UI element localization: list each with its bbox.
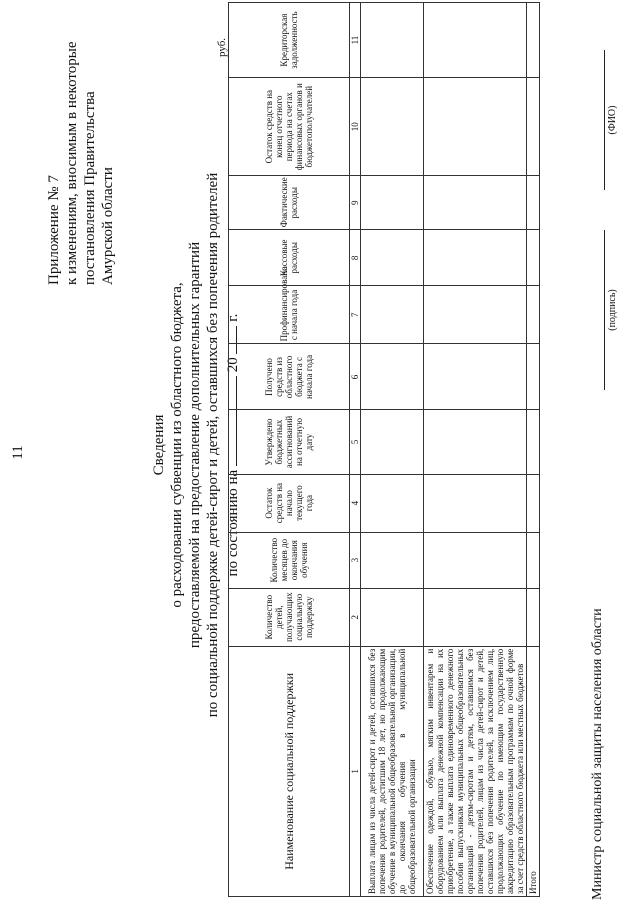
table-header-cell: Кассовые расходы (229, 230, 350, 286)
empty-cell (424, 588, 527, 646)
date-year-prefix: 20 (225, 357, 241, 373)
empty-cell (361, 176, 424, 230)
page-number: 11 (10, 445, 26, 460)
appendix-line: Приложение № 7 (46, 175, 62, 285)
table-row (424, 3, 527, 897)
column-number: 7 (350, 286, 361, 344)
empty-cell (527, 474, 540, 532)
empty-cell (424, 410, 527, 474)
date-prefix: по состоянию на (225, 469, 241, 577)
support-type-cell: Выплата лицам из числа детей-сирот и детей, оставшихся без попечения родителей, достигшим 18 лет, но продолжающим обучение в муниципальной общеобразовательной организации, до окончания обучения в муниципальной общеобразовательной организации (361, 646, 424, 896)
empty-cell (527, 588, 540, 646)
total-row (527, 3, 540, 897)
table-header-cell: Остаток средств на конец отчетного периода на счетах финансовых органов и бюджетополучателей (229, 78, 350, 176)
empty-cell (361, 410, 424, 474)
support-type-cell: Обеспечение одеждой, обувью, мягким инвентарем и оборудованием или выплата денежной компенсации на их приобретение, а также выплата единовременного денежного пособия выпускникам муниципальных общеобразовательных организаций - детям-сиротам и детям, оставшимся без попечения родителей, лицам из числа детей-сирот и детей, оставшихся без попечения родителей, за исключением лиц, продолжающих обучение по имеющим государственную аккредитацию образовательным программам по очной форме за счет средств областного бюджета или местных бюджетов (424, 646, 527, 896)
signature-line[interactable] (604, 230, 605, 390)
table-header-row (229, 3, 350, 897)
unit-label: руб. (216, 37, 228, 57)
empty-cell (424, 344, 527, 410)
empty-cell (424, 3, 527, 78)
empty-cell (361, 588, 424, 646)
table-header-cell: Утверждено бюджетных ассигнований на отчетную дату (229, 410, 350, 474)
empty-cell (527, 410, 540, 474)
empty-cell (527, 78, 540, 176)
title-line: предоставляемой на предоставление дополнительных гарантий (187, 241, 203, 649)
table-header-cell: Остаток средств на начало текущего года (229, 474, 350, 532)
empty-cell (361, 286, 424, 344)
column-number: 10 (350, 78, 361, 176)
title-line: Сведения (151, 414, 167, 476)
empty-cell (424, 532, 527, 588)
empty-cell (361, 344, 424, 410)
column-number-row (350, 3, 361, 897)
appendix-line: к изменениям, вносимым в некоторые (64, 41, 80, 285)
empty-cell (361, 230, 424, 286)
total-label: Итого (527, 646, 540, 896)
empty-cell (527, 176, 540, 230)
table-header-cell: Количество детей, получающих социальную поддержку (229, 588, 350, 646)
table-header-cell: Наименование социальной поддержки (229, 646, 350, 896)
empty-cell (361, 474, 424, 532)
empty-cell (424, 286, 527, 344)
column-number: 5 (350, 410, 361, 474)
column-number: 11 (350, 3, 361, 78)
table-header-cell: Количество месяцев до окончания обучения (229, 532, 350, 588)
report-table (228, 2, 540, 897)
column-number: 6 (350, 344, 361, 410)
title-line: по социальной поддержке детей-сирот и детей, оставшихся без попечения родителей (205, 172, 221, 718)
empty-cell (424, 78, 527, 176)
table-row (361, 3, 424, 897)
fio-caption: (ФИО) (607, 105, 618, 135)
empty-cell (361, 3, 424, 78)
column-number: 3 (350, 532, 361, 588)
empty-cell (361, 78, 424, 176)
table-header-cell: Профинансировано с начала года (229, 286, 350, 344)
appendix-line: Амурской области (100, 167, 116, 285)
column-number: 8 (350, 230, 361, 286)
empty-cell (527, 286, 540, 344)
empty-cell (424, 474, 527, 532)
column-number: 2 (350, 588, 361, 646)
table-header-cell: Получено средств из областного бюджета с начала года (229, 344, 350, 410)
appendix-block (45, 0, 117, 285)
empty-cell (361, 532, 424, 588)
signature-caption: (подпись) (607, 289, 618, 331)
column-number: 4 (350, 474, 361, 532)
title-line: о расходовании субвенции из областного бюджета, (169, 282, 185, 608)
fio-line[interactable] (604, 50, 605, 190)
column-number: 1 (350, 646, 361, 896)
appendix-line: постановления Правительства (82, 91, 98, 285)
signatory-role: Министр социальной защиты населения области (590, 608, 605, 900)
table-header-cell: Кредиторская задолженность (229, 3, 350, 78)
empty-cell (527, 532, 540, 588)
empty-cell (527, 344, 540, 410)
date-suffix: г. (225, 313, 241, 322)
column-number: 9 (350, 176, 361, 230)
empty-cell (424, 176, 527, 230)
table-header-cell: Фактические расходы (229, 176, 350, 230)
empty-cell (527, 230, 540, 286)
empty-cell (527, 3, 540, 78)
empty-cell (424, 230, 527, 286)
